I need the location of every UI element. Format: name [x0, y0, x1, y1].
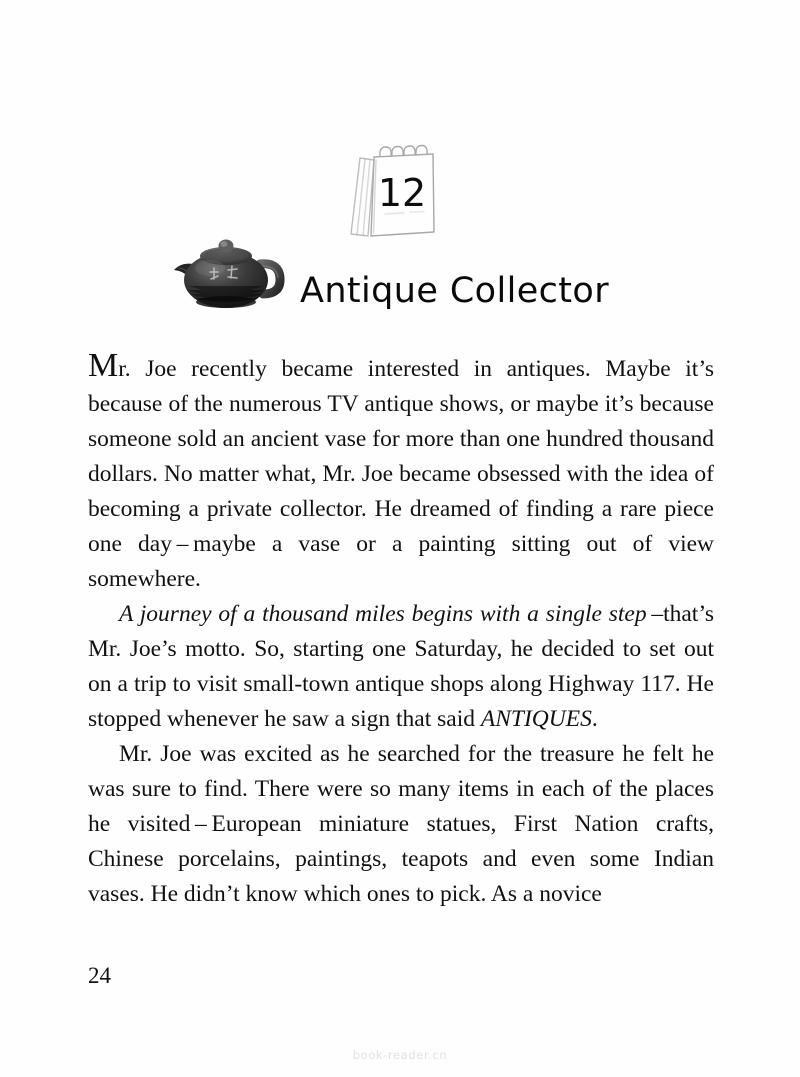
paragraph-2-italic-lead: A journey of a thousand miles begins with a single step –	[119, 601, 664, 627]
page-number: 24	[88, 963, 111, 988]
chapter-number-text: 12	[377, 171, 427, 215]
paragraph-1-text: r. Joe recently became interested in antiques. Maybe it’s because of the numerous TV antique shows, or maybe it’s because someone sold an ancient vase for more than one hundred thousand dollars. No matter what, Mr. Joe became obsessed with the idea of becoming a private collector. He dreamed of finding a rare piece one day – maybe a vase or a painting sitting out of view somewhere.	[88, 356, 714, 592]
paragraph-3-text: Mr. Joe was excited as he searched for the treasure he felt he was sure to find. There were so many items in each of the places he visited – European miniature statues, First Nation crafts, Chinese porcelains, paintings, teapots and even some Indian vases. He didn’t know which ones to pick. As a novice	[88, 741, 714, 907]
paragraph-2-text-end: .	[591, 706, 598, 732]
page-title: Antique Collector	[300, 271, 610, 312]
paragraph-2	[88, 597, 714, 737]
paragraph-1	[88, 347, 714, 597]
paragraph-2-text: that’s Mr. Joe’s motto. So, starting one Saturday, he decided to set out on a trip to visit small-town antique shops along Highway 117. He stopped whenever he saw a sign that said	[88, 601, 714, 732]
chapter-header	[0, 128, 800, 328]
paragraph-2-italic-tail: ANTIQUES	[480, 706, 592, 732]
watermark: book-reader.cn	[352, 1048, 448, 1062]
teapot-icon	[168, 230, 292, 318]
initial-cap-letter: M	[88, 347, 119, 384]
paragraph-3	[88, 737, 714, 912]
desk-calendar-icon	[338, 136, 458, 248]
body-text	[88, 347, 714, 912]
